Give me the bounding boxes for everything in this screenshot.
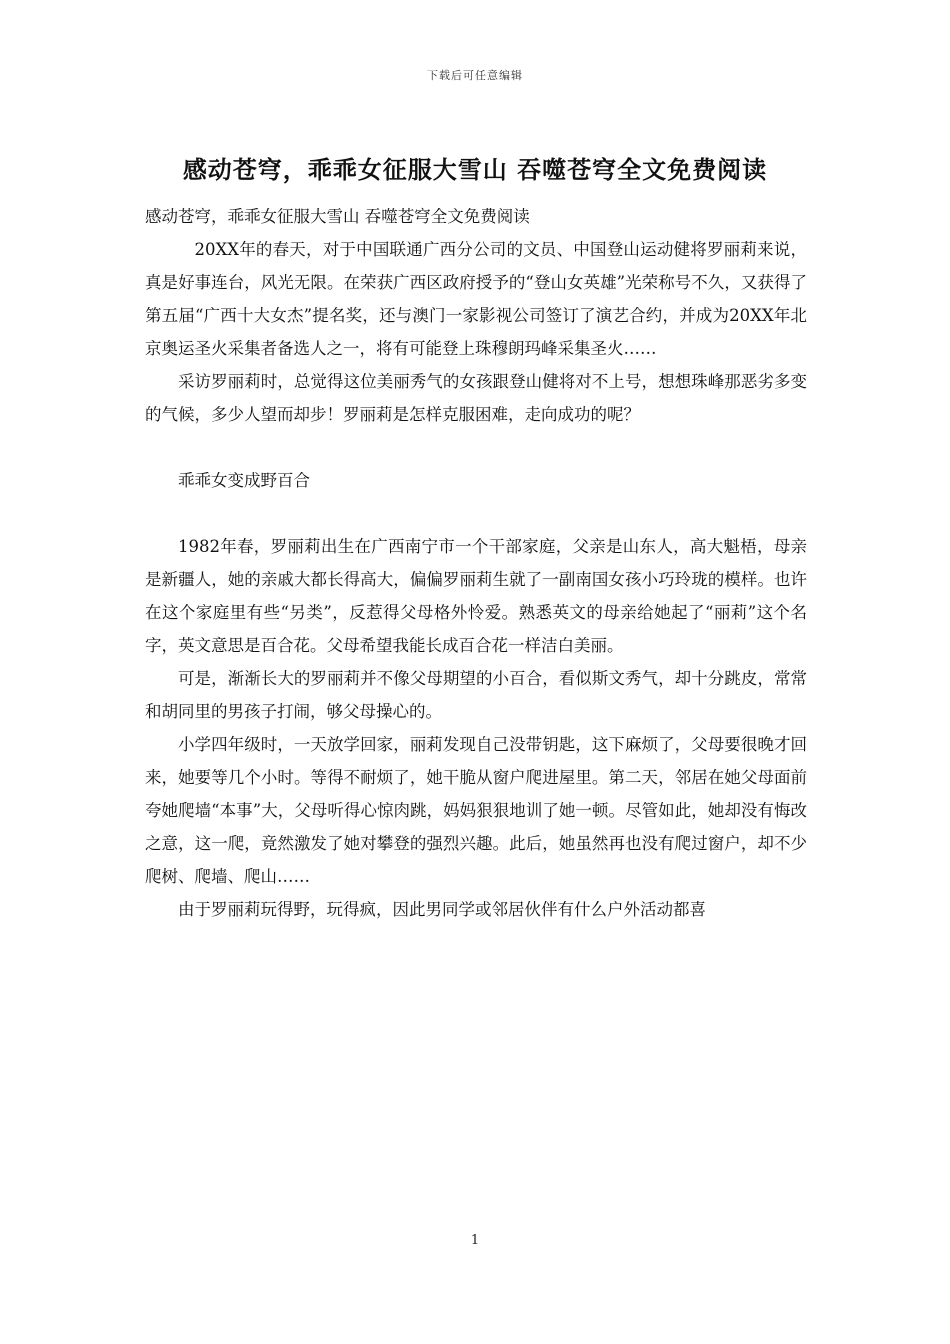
paragraph: 20XX年的春天，对于中国联通广西分公司的文员、中国登山运动健将罗丽莉来说，真是好事连台，风光无限。在荣获广西区政府授予的“登山女英雄”光荣称号不久，又获得了第五届“广西十大女杰”提名奖，还与澳门一家影视公司签订了演艺合约，并成为20XX年北京奥运圣火采集者备选人之一，将有可能登上珠穆朗玛峰采集圣火…… (145, 240, 807, 358)
paragraph: 1982年春，罗丽莉出生在广西南宁市一个干部家庭，父亲是山东人，高大魁梧，母亲是新疆人，她的亲戚大都长得高大，偏偏罗丽莉生就了一副南国女孩小巧玲珑的模样。也许在这个家庭里有些“另类”，反惹得父母格外怜爱。熟悉英文的母亲给她起了“丽莉”这个名字，英文意思是百合花。父母希望我能长成百合花一样洁白美丽。 (145, 537, 807, 655)
document-subtitle: 感动苍穹，乖乖女征服大雪山 吞噬苍穹全文免费阅读 (145, 207, 530, 226)
document-title: 感动苍穹，乖乖女征服大雪山 吞噬苍穹全文免费阅读 (182, 155, 768, 184)
paragraph: 可是，渐渐长大的罗丽莉并不像父母期望的小百合，看似斯文秀气，却十分跳皮，常常和胡同里的男孩子打闹，够父母操心的。 (145, 669, 807, 721)
page-number: 1 (470, 1233, 480, 1248)
paragraph: 由于罗丽莉玩得野，玩得疯，因此男同学或邻居伙伴有什么户外活动都喜 (178, 900, 706, 919)
header-note: 下载后可任意编辑 (427, 69, 523, 82)
document-body (145, 200, 807, 926)
section-heading: 乖乖女变成野百合 (178, 471, 310, 490)
paragraph: 小学四年级时，一天放学回家，丽莉发现自己没带钥匙，这下麻烦了，父母要很晚才回来，她要等几个小时。等得不耐烦了，她干脆从窗户爬进屋里。第二天，邻居在她父母面前夸她爬墙“本事”大，父母听得心惊肉跳，妈妈狠狠地训了她一顿。尽管如此，她却没有悔改之意，这一爬，竟然激发了她对攀登的强烈兴趣。此后，她虽然再也没有爬过窗户，却不少爬树、爬墙、爬山…… (145, 735, 807, 886)
paragraph: 采访罗丽莉时，总觉得这位美丽秀气的女孩跟登山健将对不上号，想想珠峰那恶劣多变的气候，多少人望而却步！罗丽莉是怎样克服困难，走向成功的呢？ (145, 372, 807, 424)
